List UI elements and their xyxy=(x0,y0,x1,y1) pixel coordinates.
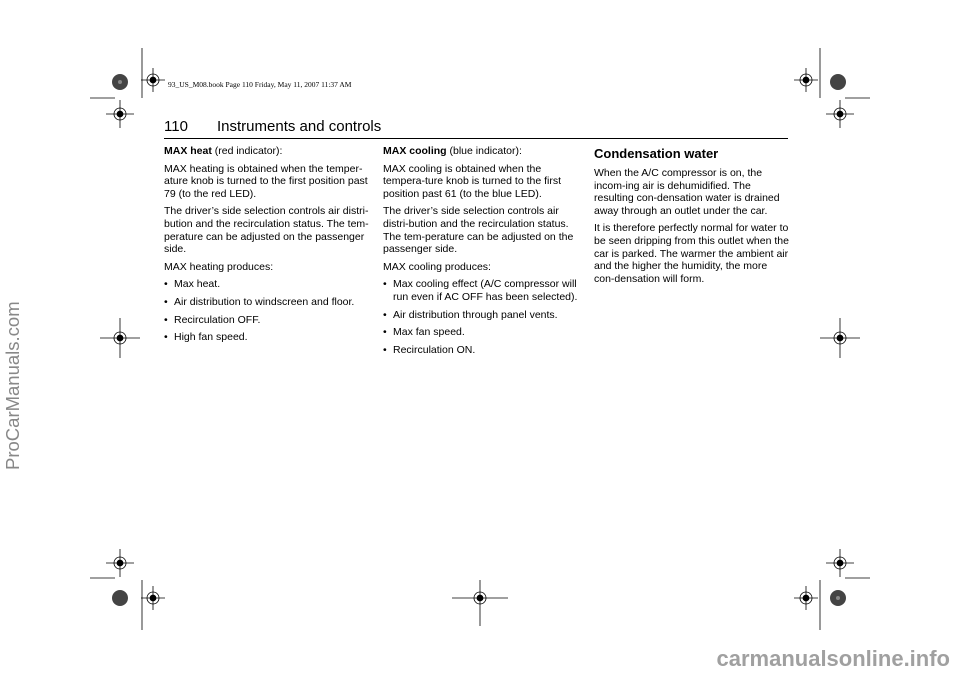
max-cooling-intro-text: (blue indicator): xyxy=(446,145,522,157)
header-rule xyxy=(164,138,788,139)
condensation-paragraph-1: When the A/C compressor is on, the incom-ing air is dehumidified. The resulting con-densation water is drained away through an outlet under the car. xyxy=(594,167,780,217)
list-item: • Max heat. xyxy=(164,278,369,291)
max-cooling-produces-label: MAX cooling produces: xyxy=(383,260,491,273)
list-item: • Air distribution to windscreen and floor. xyxy=(164,296,369,309)
condensation-paragraph-2: It is therefore perfectly normal for water to be seen dripping from this outlet when the car is parked. The warmer the ambient air and the higher the humidity, the more con-densation will form. xyxy=(594,222,789,285)
page-number: 110 xyxy=(164,118,188,135)
max-cooling-paragraph-1: MAX cooling is obtained when the tempera-ture knob is turned to the first position past 61 (to the blue LED). xyxy=(383,162,562,200)
list-item: • Recirculation OFF. xyxy=(164,314,369,327)
column-max-cooling xyxy=(383,145,579,361)
column-condensation xyxy=(594,146,790,290)
list-item: • Air distribution through panel vents. xyxy=(383,309,579,322)
max-heat-keyword: MAX heat xyxy=(164,145,212,157)
watermark-carmanualsonline: carmanualsonline.info xyxy=(716,646,950,671)
column-max-heat xyxy=(164,145,369,349)
max-cooling-paragraph-2: The driver’s side selection controls air distri-bution and the recirculation status. The tem-perature can be adjusted on the passenger side. xyxy=(383,205,574,256)
watermark-procarmanuals: ProCarManuals.com xyxy=(2,301,23,470)
max-cooling-list xyxy=(383,278,579,356)
max-heat-intro-text: (red indicator): xyxy=(211,145,283,157)
condensation-heading: Condensation water xyxy=(594,146,719,161)
max-cooling-intro xyxy=(383,145,579,158)
list-item: • Recirculation ON. xyxy=(383,344,579,357)
list-item: • Max fan speed. xyxy=(383,326,579,339)
max-heat-intro xyxy=(164,145,369,158)
max-heat-produces-label: MAX heating produces: xyxy=(164,260,274,273)
max-cooling-keyword: MAX cooling xyxy=(383,145,447,157)
page-title: Instruments and controls xyxy=(217,118,382,135)
print-slug: 93_US_M08.book Page 110 Friday, May 11, 2007 11:37 AM xyxy=(168,80,352,89)
max-heat-paragraph-2: The driver’s side selection controls air distri-bution and the recirculation status. The tem-perature can be adjusted on the passenger side. xyxy=(164,205,369,256)
list-item: • Max cooling effect (A/C compressor will run even if AC OFF has been selected). xyxy=(383,278,579,303)
max-heat-list xyxy=(164,278,369,343)
max-heat-paragraph-1: MAX heating is obtained when the temper-ature knob is turned to the first position past 79 (to the red LED). xyxy=(164,162,368,200)
list-item: • High fan speed. xyxy=(164,331,369,344)
